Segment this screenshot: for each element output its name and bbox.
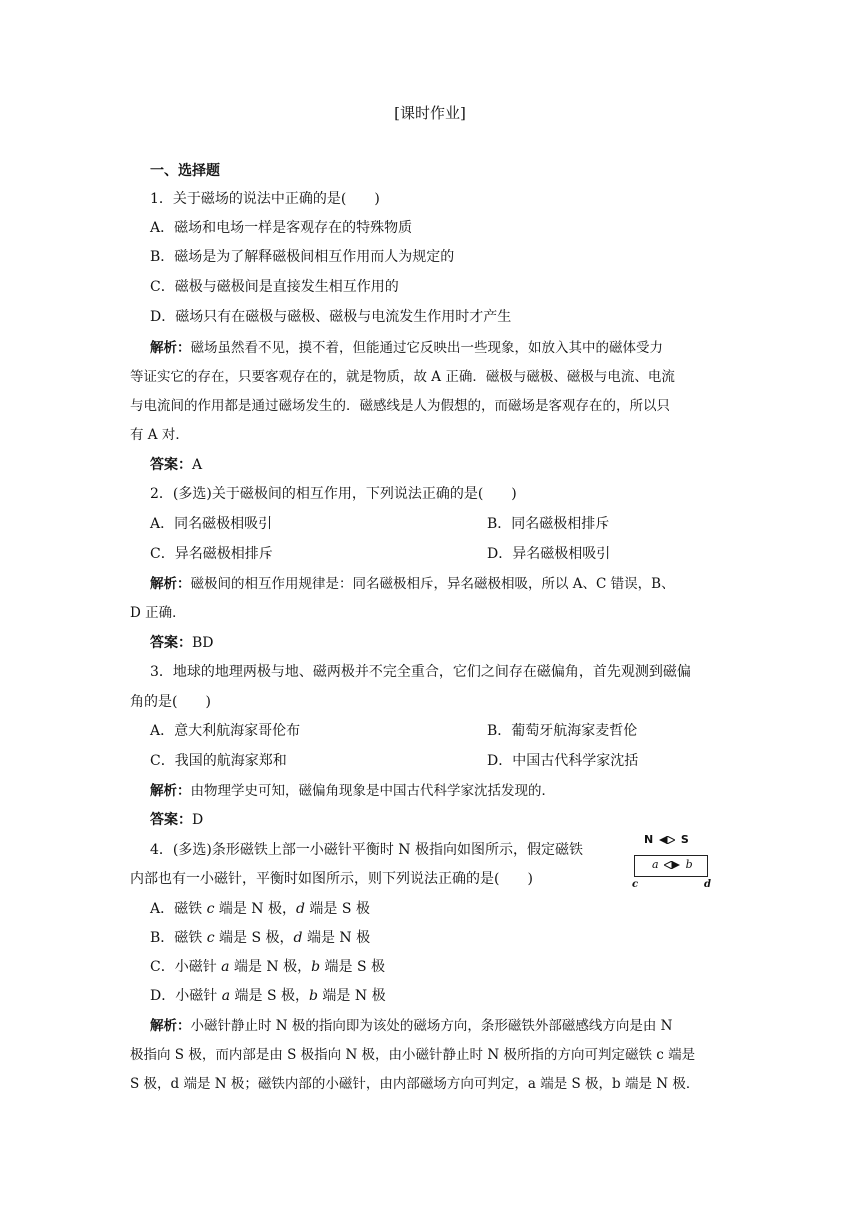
analysis-label: 解析： [150, 783, 191, 799]
opt-text: A．磁铁 [150, 901, 207, 917]
q3-stem-l1: 3．地球的地理两极与地、磁两极并不完全重合，它们之间存在磁偏角，首先观测到磁偏 [150, 664, 691, 680]
inner-a-label: a [652, 858, 659, 871]
q2-option-b: B．同名磁极相排斥 [487, 516, 610, 532]
q1-analysis-l2: 等证实它的存在，只要客观存在的，就是物质，故 A 正确．磁极与磁极、磁极与电流、电流 [130, 369, 675, 385]
q2-option-a: A．同名磁极相吸引 [150, 516, 273, 532]
answer-label: 答案： [150, 812, 192, 828]
needle-s-label: S [680, 833, 689, 846]
q2-option-c: C．异名磁极相排斥 [150, 546, 273, 562]
compass-needle-top [644, 833, 689, 846]
q3-stem-l2: 角的是( ) [130, 694, 211, 710]
var-c: c [206, 901, 215, 917]
section-heading: 一、选择题 [150, 163, 220, 179]
q3-option-c: C．我国的航海家郑和 [150, 753, 287, 769]
q2-analysis [130, 570, 740, 628]
opt-text: 端是 S 极 [304, 901, 370, 917]
analysis-label: 解析： [150, 1018, 191, 1034]
q4-stem-l2: 内部也有一小磁针，平衡时如图所示，则下列说法正确的是( ) [130, 871, 533, 887]
opt-text: 端是 S 极， [230, 988, 309, 1004]
analysis-label: 解析： [150, 576, 191, 592]
q4-option-d [150, 987, 386, 1005]
q4-option-a [150, 900, 370, 918]
var-a: a [221, 988, 231, 1004]
opt-text: 端是 N 极， [229, 959, 312, 975]
analysis-label: 解析： [150, 340, 191, 356]
q4-analysis-l2: 极指向 S 极，而内部是由 S 极指向 N 极，由小磁针静止时 N 极所指的方向可判定磁铁 c 端是 [130, 1047, 696, 1063]
q4-analysis-l1: 小磁针静止时 N 极的指向即为该处的磁场方向，条形磁铁外部磁感线方向是由 N [190, 1018, 673, 1034]
var-c: c [206, 930, 215, 946]
page-title: [课时作业] [394, 104, 466, 122]
q1-option-a: A．磁场和电场一样是客观存在的特殊物质 [150, 220, 413, 236]
end-c-label: c [632, 879, 639, 890]
opt-text: C．小磁针 [150, 959, 222, 975]
q3-option-b: B．葡萄牙航海家麦哲伦 [487, 723, 638, 739]
q2-analysis-l1: 磁极间的相互作用规律是：同名磁极相斥，异名磁极相吸，所以 A、C 错误，B、 [190, 576, 675, 592]
opt-text: 端是 N 极 [302, 930, 371, 946]
q3-analysis-l1: 由物理学史可知，磁偏角现象是中国古代科学家沈括发现的． [190, 783, 555, 799]
q3-option-a: A．意大利航海家哥伦布 [150, 723, 301, 739]
answer-label: 答案： [150, 635, 192, 651]
q2-option-d: D．异名磁极相吸引 [487, 546, 611, 562]
q4-stem-l1: 4．(多选)条形磁铁上部一小磁针平衡时 N 极指向如图所示，假定磁铁 [150, 842, 583, 858]
opt-text: 端是 S 极 [320, 959, 386, 975]
q1-option-c: C．磁极与磁极间是直接发生相互作用的 [150, 279, 399, 295]
compass-needle-inner [652, 858, 693, 871]
q4-analysis-l3: S 极，d 端是 N 极；磁铁内部的小磁针，由内部磁场方向可判定，a 端是 S 极，b 端是 N 极． [130, 1076, 700, 1092]
q3-answer-value: D [192, 812, 204, 828]
q3-option-d: D．中国古代科学家沈括 [487, 753, 639, 769]
q2-answer [150, 634, 214, 652]
q1-analysis [130, 334, 740, 450]
opt-text: 端是 S 极， [214, 930, 294, 946]
opt-text: 端是 N 极 [317, 988, 386, 1004]
opt-text: 端是 N 极， [214, 901, 297, 917]
q2-stem: 2．(多选)关于磁极间的相互作用，下列说法正确的是( ) [150, 486, 517, 502]
q2-answer-value: BD [192, 635, 214, 651]
end-d-label: d [704, 879, 711, 890]
q4-analysis [130, 1012, 740, 1099]
q1-analysis-l4: 有 A 对． [130, 427, 189, 443]
var-b: b [311, 959, 321, 975]
var-a: a [221, 959, 230, 975]
var-d: d [296, 901, 305, 917]
q4-option-c [150, 958, 385, 976]
needle-n-label: N [644, 833, 654, 846]
opt-text: B．磁铁 [150, 930, 207, 946]
q2-analysis-l2: D 正确． [130, 605, 186, 621]
q1-answer-value: A [192, 457, 203, 473]
answer-label: 答案： [150, 457, 192, 473]
q1-option-b: B．磁场是为了解释磁极间相互作用而人为规定的 [150, 249, 455, 265]
q3-analysis [130, 777, 740, 806]
needle-icon [664, 861, 680, 869]
q1-option-d: D．磁场只有在磁极与磁极、磁极与电流发生作用时才产生 [150, 309, 512, 325]
q1-answer [150, 456, 202, 474]
var-b: b [309, 988, 318, 1004]
var-d: d [293, 930, 303, 946]
q3-answer [150, 811, 203, 829]
q1-analysis-l3: 与电流间的作用都是通过磁场发生的．磁感线是人为假想的，而磁场是客观存在的，所以只 [130, 398, 670, 414]
bar-magnet-diagram [630, 833, 712, 893]
q1-analysis-l1: 磁场虽然看不见，摸不着，但能通过它反映出一些现象，如放入其中的磁体受力 [190, 340, 663, 356]
inner-b-label: b [685, 858, 693, 871]
q4-option-b [150, 929, 370, 947]
opt-text: D．小磁针 [150, 988, 222, 1004]
q1-stem: 1．关于磁场的说法中正确的是( ) [150, 191, 380, 207]
needle-icon [659, 836, 675, 844]
